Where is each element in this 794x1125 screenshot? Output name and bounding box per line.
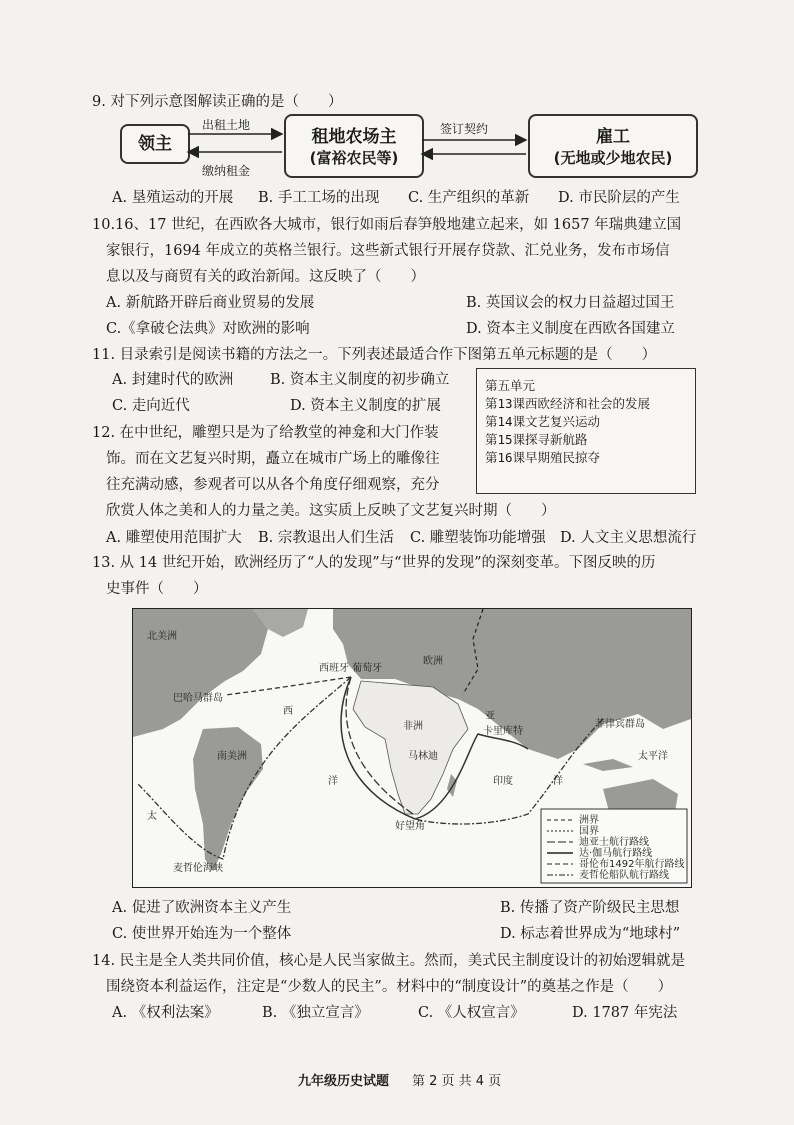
q11-option-b[interactable]: B. 资本主义制度的初步确立 [270,372,450,388]
q9-stem: 9. 对下列示意图解读正确的是（ ） [92,94,343,110]
legend-dias: 迪亚士航行路线 [579,837,649,848]
arrow-top-label: 出租土地 [202,118,251,132]
q12-line-4: 欣赏人体之美和人的力量之美。这实质上反映了文艺复兴时期（ ） [106,503,556,519]
q12-option-a[interactable]: A. 雕塑使用范围扩大 [106,530,242,546]
north-america-shape [133,609,268,737]
unit-lesson-16: 第16课早期殖民掠夺 [485,450,601,465]
flow-box-lord-label: 领主 [138,134,172,154]
q13-option-b[interactable]: B. 传播了资产阶级民主思想 [500,900,680,916]
unit-lesson-13: 第13课西欧经济和社会的发展 [485,396,651,411]
q14-option-c[interactable]: C. 《人权宣言》 [418,1005,525,1021]
label-cape: 好望角 [395,821,425,832]
q12-line-2: 饰。而在文艺复兴时期，矗立在城市广场上的雕像往 [106,451,440,467]
arrow-bottom-label: 缴纳租金 [202,164,251,178]
label-ocean: 洋 [328,776,338,787]
label-africa: 非洲 [403,721,423,732]
q11-option-d[interactable]: D. 资本主义制度的扩展 [290,398,441,414]
label-indian-ocean: 洋 [553,776,563,787]
label-west: 西 [283,706,293,717]
q14-line-2: 围绕资本利益运作，注定是“少数人的民主”。材料中的“制度设计”的奠基之作是（ ） [106,979,673,995]
q10-option-d[interactable]: D. 资本主义制度在西欧各国建立 [466,321,675,337]
q10-line-1: 10.16、17 世纪，在西欧各大城市，银行如雨后春笋般地建立起来，如 1657 年瑞典建立国 [92,217,682,233]
q11-stem: 11. 目录索引是阅读书籍的方法之一。下列表述最适合作下图第五单元标题的是（ ） [92,347,657,363]
q11-option-a[interactable]: A. 封建时代的欧洲 [112,372,234,388]
label-spain-portugal: 西班牙 葡萄牙 [319,663,383,674]
q14-option-a[interactable]: A. 《权利法案》 [112,1005,219,1021]
legend-country-boundary: 国界 [579,826,599,837]
flow-box-farmer-line2: (富裕农民等) [309,149,399,167]
legend-columbus: 哥伦布1492年航行路线 [579,859,685,870]
unit-title: 第五单元 [485,378,536,393]
q13-option-c[interactable]: C. 使世界开始连为一个整体 [112,926,292,942]
label-calicut: 卡里库特 [483,726,523,737]
q10-option-c[interactable]: C.《拿破仑法典》对欧洲的影响 [106,321,310,337]
q13-option-d[interactable]: D. 标志着世界成为“地球村” [500,926,681,942]
label-south-america: 南美洲 [217,751,247,762]
label-europe: 欧洲 [423,656,443,667]
africa-shape [353,681,468,814]
q14-line-1: 14. 民主是全人类共同价值，核心是人民当家做主。然而，美式民主制度设计的初始逻辑就是 [92,953,686,969]
q13-line-2: 史事件（ ） [106,581,208,597]
q13-line-1: 13. 从 14 世纪开始，欧洲经历了“人的发现”与“世界的发现”的深刻变革。下图反映的历 [92,555,656,571]
flow-box-farmer-line1: 租地农场主 [311,127,397,147]
flow-arrows [0,0,794,200]
q14-option-d[interactable]: D. 1787 年宪法 [572,1005,678,1021]
legend-gama: 达·伽马航行路线 [579,848,653,859]
q10-option-b[interactable]: B. 英国议会的权力日益超过国王 [466,295,675,311]
q9-option-c[interactable]: C. 生产组织的革新 [408,190,530,206]
unit-lesson-14: 第14课文艺复兴运动 [485,414,601,429]
q12-option-c[interactable]: C. 雕塑装饰功能增强 [410,530,546,546]
q9-option-d[interactable]: D. 市民阶层的产生 [558,190,680,206]
q13-option-a[interactable]: A. 促进了欧洲资本主义产生 [112,900,292,916]
label-taiping: 太 [147,811,157,822]
q9-option-b[interactable]: B. 手工工场的出现 [258,190,380,206]
q14-option-b[interactable]: B. 《独立宣言》 [262,1005,369,1021]
q12-line-1: 12. 在中世纪，雕塑只是为了给教堂的神龛和大门作装 [92,425,439,441]
label-asia: 亚 [485,711,495,722]
label-north-america: 北美洲 [147,631,177,642]
label-india: 印度 [493,776,513,787]
q9-option-a[interactable]: A. 垦殖运动的开展 [112,190,234,206]
arrow-right-label: 签订契约 [440,122,489,136]
voyages-map-svg [133,609,691,887]
label-philippines: 菲律宾群岛 [595,719,645,730]
indonesia-shape [583,759,633,771]
label-malindi: 马林迪 [408,751,438,762]
unit-lesson-15: 第15课探寻新航路 [485,432,588,447]
voyages-map [132,608,692,888]
legend-continent-boundary: 洲界 [579,815,599,826]
q10-option-a[interactable]: A. 新航路开辟后商业贸易的发展 [106,295,315,311]
flow-box-laborer-line2: (无地或少地农民) [553,149,673,167]
flow-box-laborer-line1: 雇工 [596,127,630,147]
label-magellan-strait: 麦哲伦海峡 [173,863,223,874]
q11-option-c[interactable]: C. 走向近代 [112,398,190,414]
q10-line-2: 家银行，1694 年成立的英格兰银行。这些新式银行开展存贷款、汇兑业务，发布市场信 [106,243,670,259]
unit-five-contents-box [476,368,696,494]
legend-magellan: 麦哲伦船队航行路线 [579,870,669,881]
q12-line-3: 往充满动感，参观者可以从各个角度仔细观察，充分 [106,477,440,493]
label-pacific-right: 太平洋 [638,751,668,762]
q12-option-b[interactable]: B. 宗教退出人们生活 [258,530,394,546]
q12-option-d[interactable]: D. 人文主义思想流行 [560,530,697,546]
footer-page-number: 第 2 页 共 4 页 [412,1074,502,1089]
q10-line-3: 息以及与商贸有关的政治新闻。这反映了（ ） [106,269,425,285]
footer-title: 九年级历史试题 [298,1074,390,1089]
label-bahamas: 巴哈马群岛 [173,693,223,704]
